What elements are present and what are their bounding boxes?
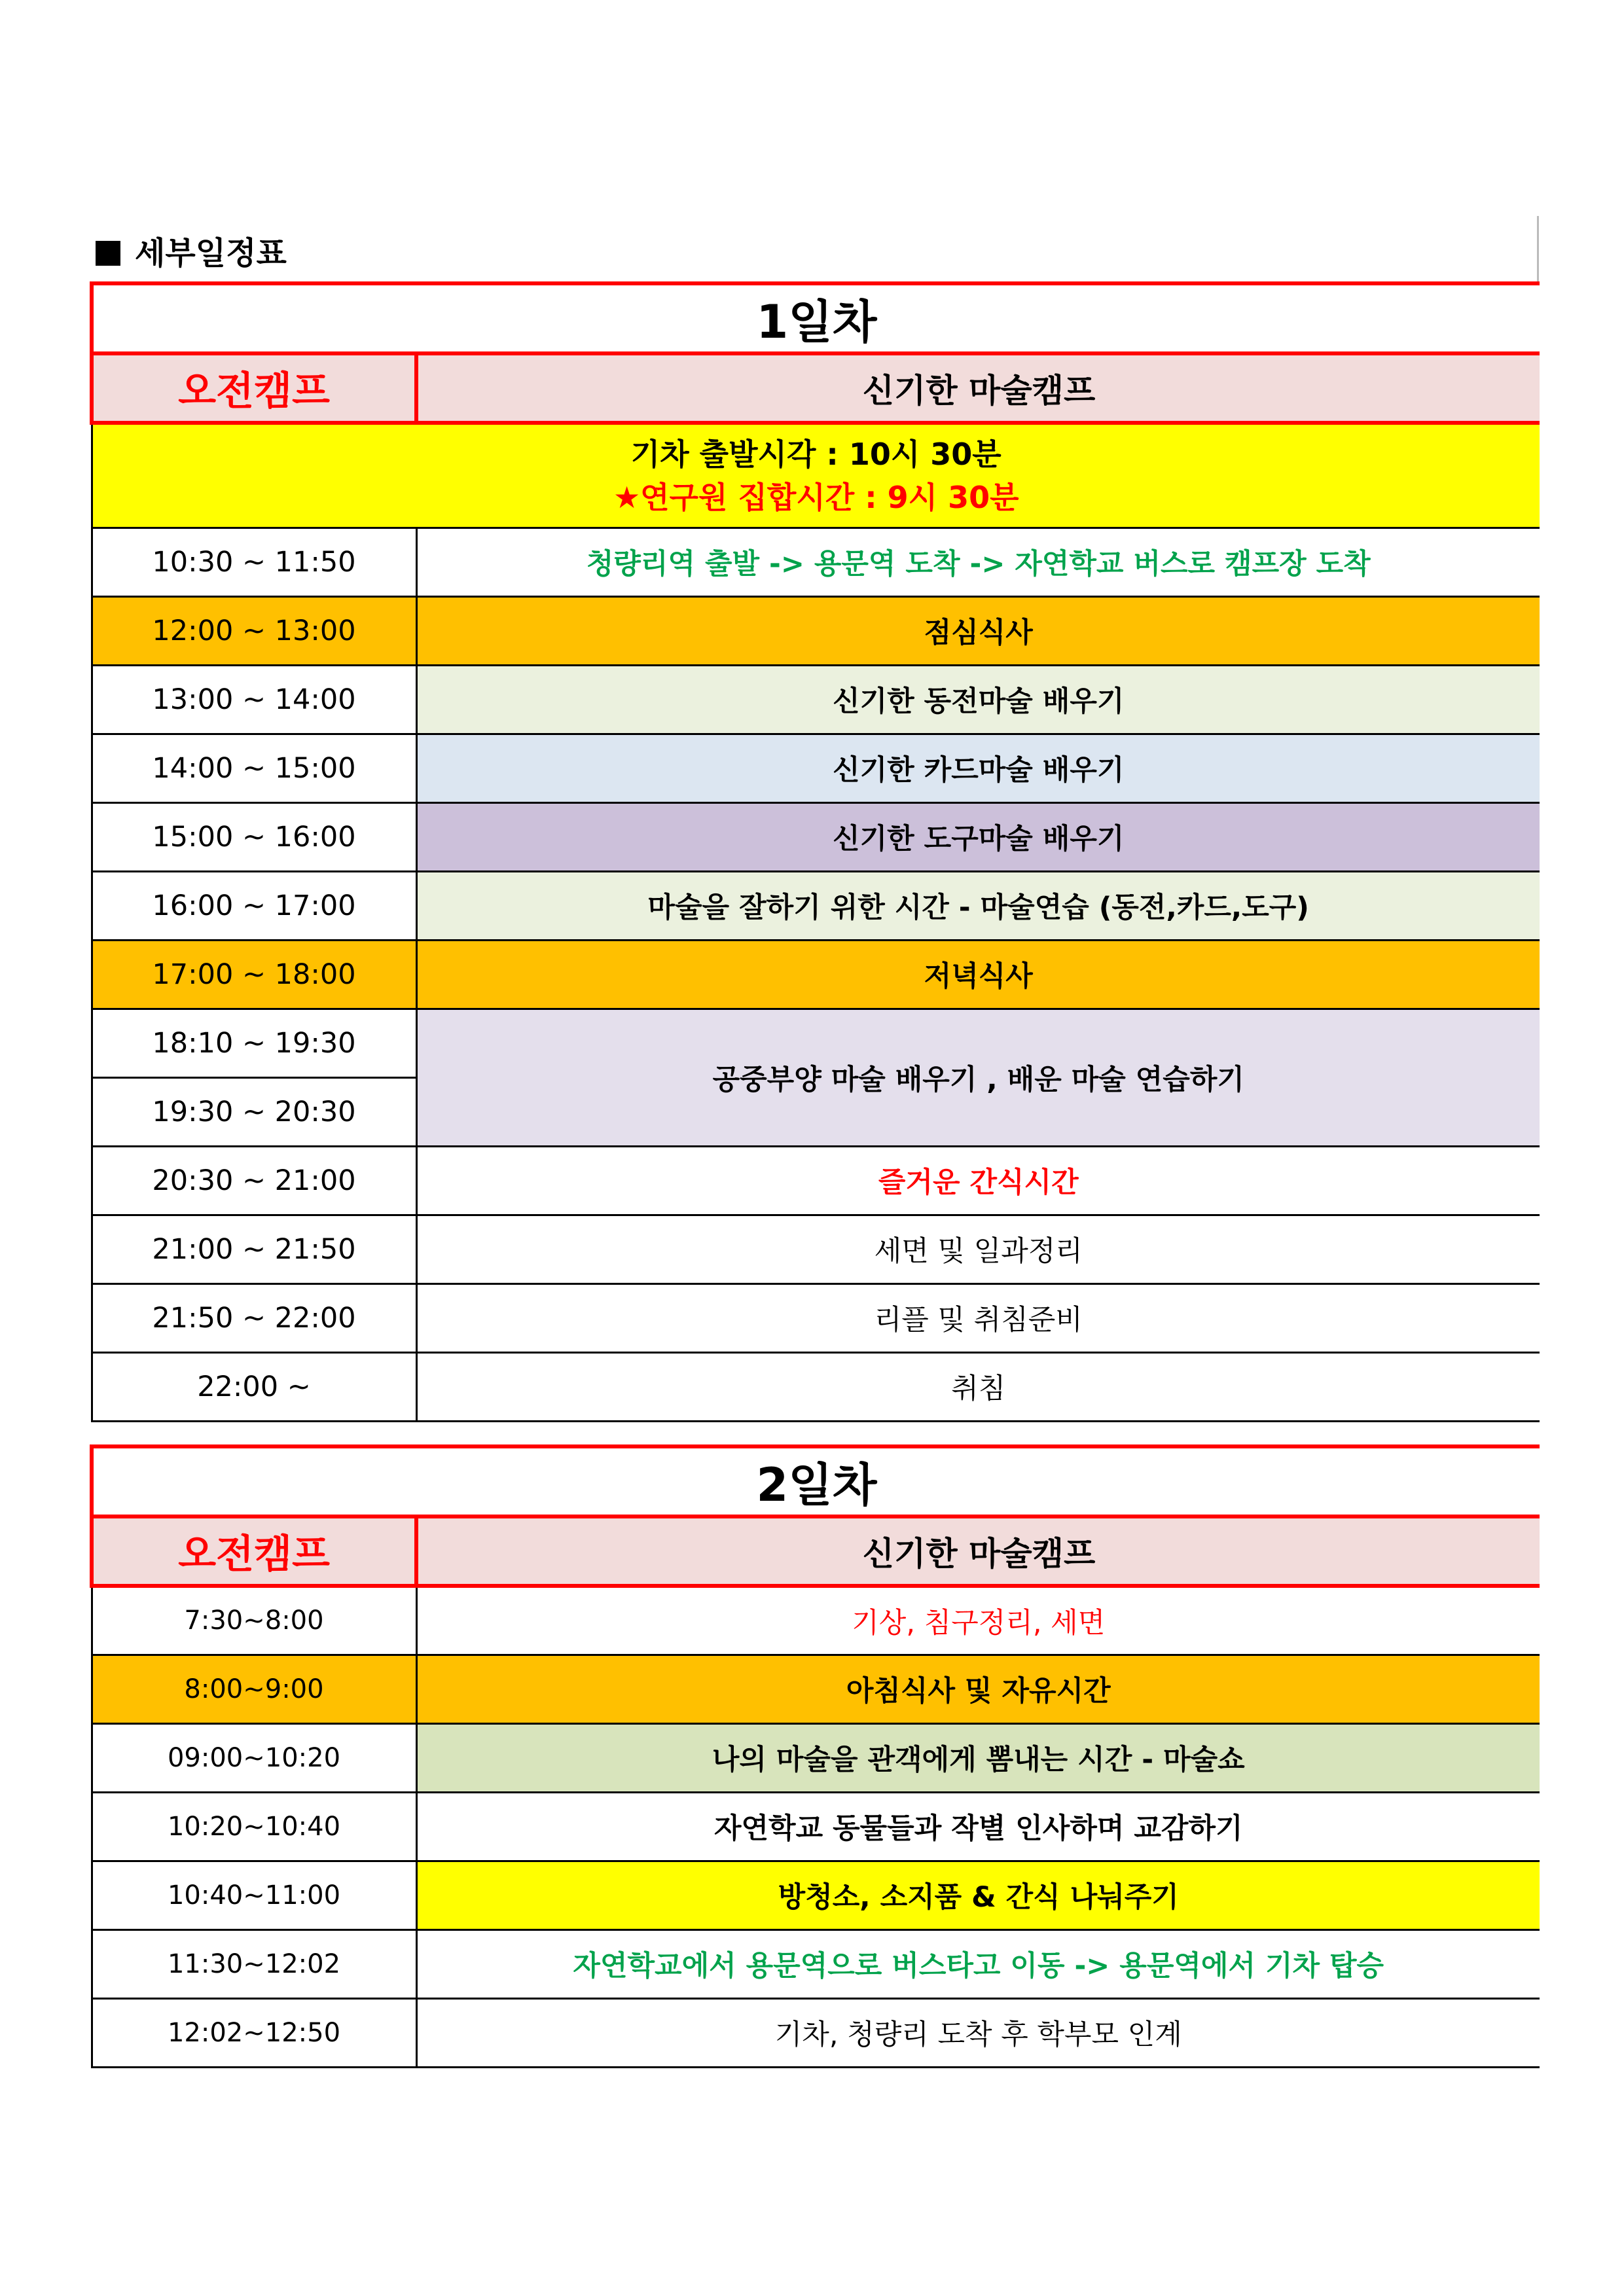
time-cell: 10:30 ~ 11:50: [92, 528, 416, 596]
activity-cell: 세면 및 일과정리: [416, 1215, 1540, 1283]
time-cell: 7:30~8:00: [92, 1586, 416, 1655]
table-row: [92, 1723, 1540, 1792]
day1-camp-title: 신기한 마술캠프: [416, 353, 1540, 423]
day1-title: 1일차: [92, 283, 1540, 353]
activity-cell: 기차, 청량리 도착 후 학부모 인계: [416, 1998, 1540, 2067]
table-row: [92, 940, 1540, 1009]
activity-cell: 저녁식사: [416, 940, 1540, 1009]
time-cell: 15:00 ~ 16:00: [92, 802, 416, 871]
activity-cell: 취침: [416, 1352, 1540, 1421]
time-cell: 12:02~12:50: [92, 1998, 416, 2067]
time-cell: 18:10 ~ 19:30: [92, 1009, 416, 1077]
time-cell: 17:00 ~ 18:00: [92, 940, 416, 1009]
activity-cell: 방청소, 소지품 & 간식 나눠주기: [416, 1861, 1540, 1929]
staff-meeting-notice: ★연구원 집합시간 : 9시 30분: [613, 479, 1019, 515]
activity-cell: 즐거운 간식시간: [416, 1146, 1540, 1215]
table-row: [92, 1586, 1540, 1655]
train-departure-notice: 기차 출발시각 : 10시 30분: [630, 436, 1001, 472]
time-cell: 13:00 ~ 14:00: [92, 665, 416, 734]
activity-cell: 마술을 잘하기 위한 시간 - 마술연습 (동전,카드,도구): [416, 871, 1540, 940]
time-cell: 16:00 ~ 17:00: [92, 871, 416, 940]
day2-schedule-table: [90, 1444, 1540, 2068]
activity-cell: 신기한 카드마술 배우기: [416, 734, 1540, 802]
time-cell: 19:30 ~ 20:30: [92, 1077, 416, 1146]
day2-camp-label: 오전캠프: [92, 1516, 416, 1586]
activity-cell: 신기한 동전마술 배우기: [416, 665, 1540, 734]
activity-cell: 자연학교 동물들과 작별 인사하며 교감하기: [416, 1792, 1540, 1861]
table-row: [92, 802, 1540, 871]
table-row: [92, 734, 1540, 802]
table-row: [92, 1929, 1540, 1998]
time-cell: 09:00~10:20: [92, 1723, 416, 1792]
square-bullet-icon: [96, 241, 120, 266]
day1-schedule-table: [90, 281, 1540, 1422]
day1-camp-row: [92, 353, 1540, 423]
day2-camp-title: 신기한 마술캠프: [416, 1516, 1540, 1586]
table-row: [92, 1655, 1540, 1723]
table-row: [92, 1792, 1540, 1861]
table-row: [92, 1861, 1540, 1929]
time-cell: 11:30~12:02: [92, 1929, 416, 1998]
table-row: [92, 665, 1540, 734]
activity-cell: 아침식사 및 자유시간: [416, 1655, 1540, 1723]
activity-cell: 신기한 도구마술 배우기: [416, 802, 1540, 871]
day2-camp-row: [92, 1516, 1540, 1586]
table-row: [92, 1009, 1540, 1077]
table-row: [92, 1998, 1540, 2067]
day1-notice: [92, 423, 1540, 528]
table-row: [92, 1215, 1540, 1283]
page-edge-line: [1537, 216, 1539, 281]
table-row: [92, 871, 1540, 940]
time-cell: 10:40~11:00: [92, 1861, 416, 1929]
table-row: [92, 1283, 1540, 1352]
time-cell: 20:30 ~ 21:00: [92, 1146, 416, 1215]
activity-cell: 나의 마술을 관객에게 뽐내는 시간 - 마술쇼: [416, 1723, 1540, 1792]
table-row: [92, 1146, 1540, 1215]
day1-camp-label: 오전캠프: [92, 353, 416, 423]
table-row: [92, 596, 1540, 665]
day1-notice-row: [92, 423, 1540, 528]
time-cell: 21:00 ~ 21:50: [92, 1215, 416, 1283]
day2-title-row: [92, 1446, 1540, 1516]
time-cell: 14:00 ~ 15:00: [92, 734, 416, 802]
time-cell: 12:00 ~ 13:00: [92, 596, 416, 665]
table-row: [92, 528, 1540, 596]
time-cell: 10:20~10:40: [92, 1792, 416, 1861]
time-cell: 21:50 ~ 22:00: [92, 1283, 416, 1352]
section-heading: [96, 228, 287, 273]
activity-cell: 기상, 침구정리, 세면: [416, 1586, 1540, 1655]
activity-cell: 자연학교에서 용문역으로 버스타고 이동 -> 용문역에서 기차 탑승: [416, 1929, 1540, 1998]
time-cell: 22:00 ~: [92, 1352, 416, 1421]
activity-cell: 점심식사: [416, 596, 1540, 665]
activity-cell: 공중부양 마술 배우기 , 배운 마술 연습하기: [416, 1009, 1540, 1146]
time-cell: 8:00~9:00: [92, 1655, 416, 1723]
activity-cell: 리플 및 취침준비: [416, 1283, 1540, 1352]
day1-title-row: [92, 283, 1540, 353]
section-title: 세부일정표: [135, 235, 287, 272]
day2-title: 2일차: [92, 1446, 1540, 1516]
activity-cell: 청량리역 출발 -> 용문역 도착 -> 자연학교 버스로 캠프장 도착: [416, 528, 1540, 596]
table-row: [92, 1352, 1540, 1421]
